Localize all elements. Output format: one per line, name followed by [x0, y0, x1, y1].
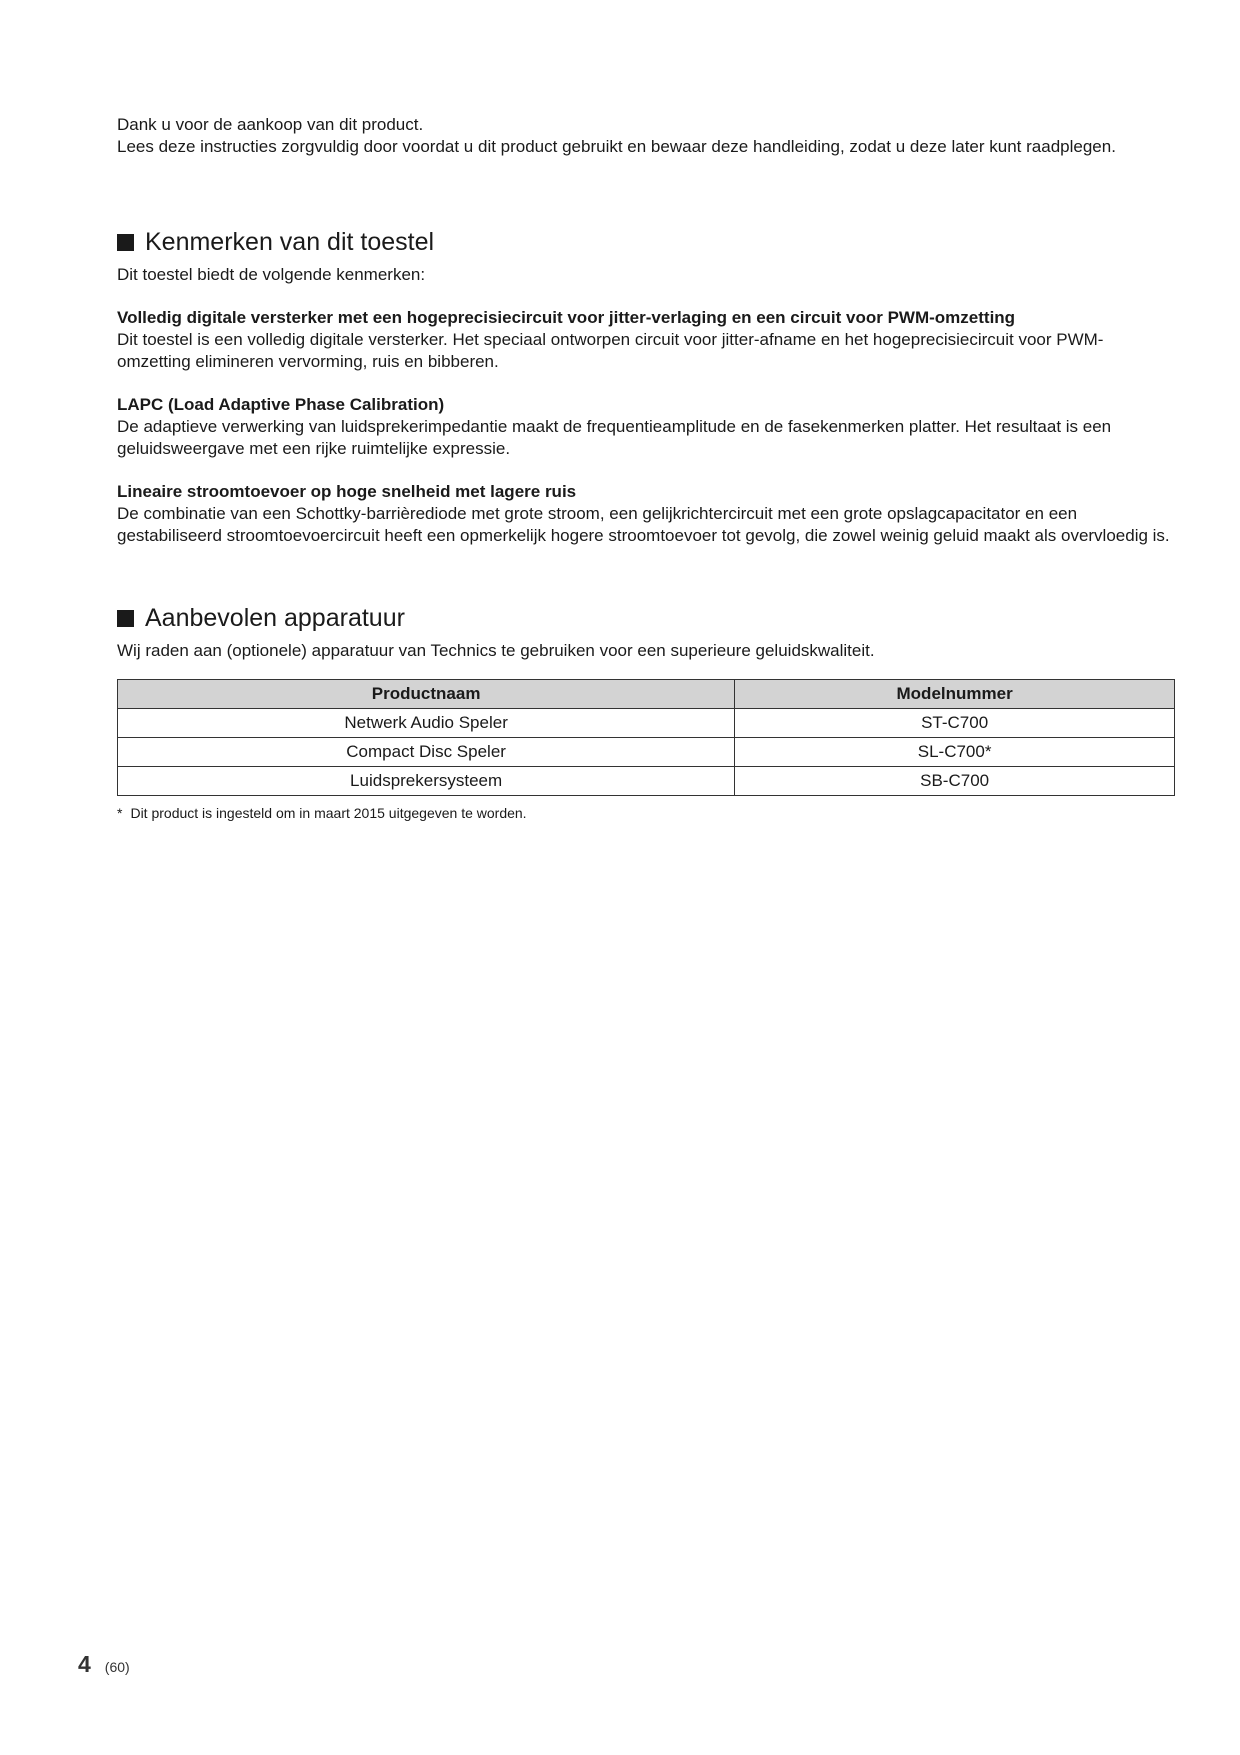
equipment-heading-text: Aanbevolen apparatuur — [145, 604, 405, 632]
page-reference: (60) — [104, 1659, 130, 1675]
feature-item — [117, 307, 1175, 373]
model-number-cell: SL-C700* — [735, 738, 1175, 767]
features-heading — [117, 227, 1175, 257]
equipment-section — [117, 603, 1175, 822]
footnote-mark: * — [117, 805, 123, 821]
feature-item — [117, 481, 1175, 547]
page-footer — [78, 1651, 130, 1678]
feature-title: LAPC (Load Adaptive Phase Calibration) — [117, 395, 445, 414]
feature-text: Dit toestel is een volledig digitale versterker. Het speciaal ontworpen circuit voor jitter-afname en het hogeprecisiecircuit voor PWM-omzetting elimineren vervorming, ruis en bibberen. — [117, 330, 1104, 371]
model-number-cell: ST-C700 — [735, 709, 1175, 738]
document-page — [117, 114, 1175, 822]
table-row — [118, 709, 1175, 738]
model-number-cell: SB-C700 — [735, 767, 1175, 796]
black-square-icon — [117, 234, 134, 251]
column-header-product-name: Productnaam — [118, 680, 735, 709]
table-row — [118, 738, 1175, 767]
product-name-cell: Netwerk Audio Speler — [118, 709, 735, 738]
intro-line-1: Dank u voor de aankoop van dit product. — [117, 115, 424, 134]
feature-title: Lineaire stroomtoevoer op hoge snelheid met lagere ruis — [117, 482, 577, 501]
column-header-model-number: Modelnummer — [735, 680, 1175, 709]
features-lead: Dit toestel biedt de volgende kenmerken: — [117, 265, 426, 284]
intro-line-2: Lees deze instructies zorgvuldig door voordat u dit product gebruikt en bewaar deze handleiding, zodat u deze later kunt raadplegen. — [117, 137, 1116, 156]
table-header-row — [118, 680, 1175, 709]
footnote-text: Dit product is ingesteld om in maart 2015 uitgegeven te worden. — [130, 805, 527, 821]
recommended-equipment-table — [117, 679, 1175, 796]
features-section — [117, 227, 1175, 547]
black-square-icon — [117, 610, 134, 627]
intro — [117, 114, 1175, 158]
feature-text: De combinatie van een Schottky-barrièrediode met grote stroom, een gelijkrichtercircuit met een grote opslagcapacitator en een gestabiliseerd stroomtoevoercircuit heeft een opmerkelijk hogere stroomtoevoer tot gevolg, die zowel weinig geluid maakt als overvloedig is. — [117, 504, 1170, 545]
feature-text: De adaptieve verwerking van luidsprekerimpedantie maakt de frequentieamplitude en de fasekenmerken platter. Het resultaat is een geluidsweergave met een rijke ruimtelijke expressie. — [117, 417, 1112, 458]
feature-title: Volledig digitale versterker met een hogeprecisiecircuit voor jitter-verlaging en een circuit voor PWM-omzetting — [117, 308, 1016, 327]
page-number: 4 — [78, 1651, 91, 1677]
table-footnote — [117, 804, 1175, 822]
table-row — [118, 767, 1175, 796]
equipment-lead: Wij raden aan (optionele) apparatuur van Technics te gebruiken voor een superieure geluidskwaliteit. — [117, 641, 875, 660]
feature-item — [117, 394, 1175, 460]
equipment-heading — [117, 603, 1175, 633]
features-heading-text: Kenmerken van dit toestel — [145, 228, 435, 256]
product-name-cell: Compact Disc Speler — [118, 738, 735, 767]
product-name-cell: Luidsprekersysteem — [118, 767, 735, 796]
